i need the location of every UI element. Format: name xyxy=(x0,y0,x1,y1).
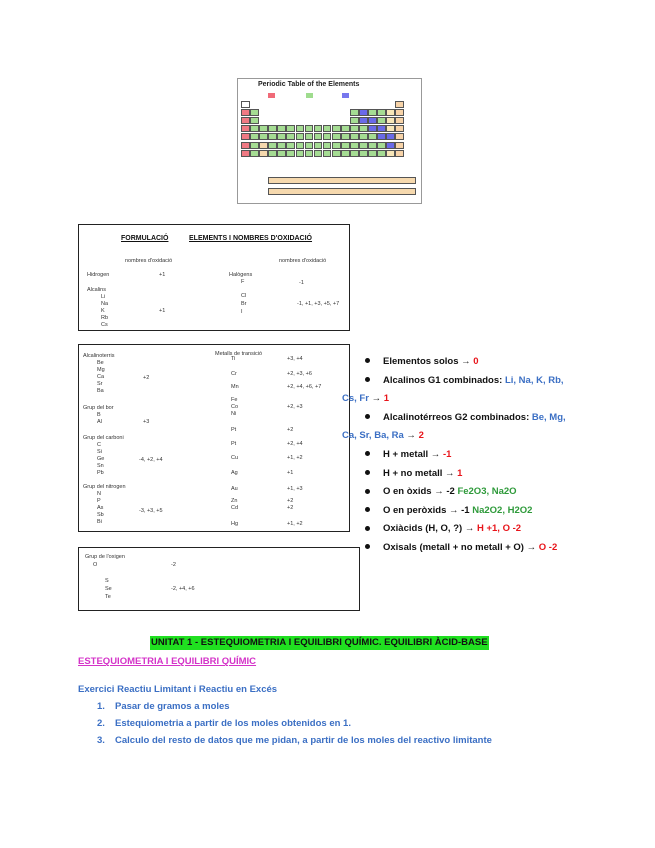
element: Rb xyxy=(101,315,109,321)
oxidation-value: +1, +2 xyxy=(287,455,303,461)
elements-header: ELEMENTS I NOMBRES D'OXIDACIÓ xyxy=(189,235,313,242)
f-value: -1 xyxy=(299,280,304,286)
element: Co xyxy=(231,404,239,410)
oxidation-value: +2, +4, +6, +7 xyxy=(287,384,322,390)
element-cell xyxy=(368,133,377,140)
oxidation-value: +3, +4 xyxy=(287,356,303,362)
element-cell xyxy=(395,109,404,116)
sub-header-left: nombres d'oxidació xyxy=(125,258,173,264)
list-item: H + no metall → 1 xyxy=(358,465,653,484)
element-cell xyxy=(296,133,305,140)
element: Se xyxy=(105,586,112,592)
exercise-title: Exercici Reactiu Limitant i Reactiu en Excés xyxy=(78,684,278,695)
element-cell xyxy=(305,133,314,140)
oxidation-value: +2, +3, +6 xyxy=(287,371,312,377)
element-cell xyxy=(359,125,368,132)
list-item: Oxiàcids (H, O, ?) → H +1, O -2 xyxy=(358,520,653,539)
section-heading: ESTEQUIOMETRIA I EQUILIBRI QUÍMIC xyxy=(78,656,257,667)
element-cell xyxy=(241,101,250,108)
halogens-label: Halògens xyxy=(229,272,253,278)
element-cell xyxy=(341,133,350,140)
element: Sr xyxy=(97,381,103,387)
element-cell xyxy=(259,150,268,157)
element-cell xyxy=(395,150,404,157)
element-cell xyxy=(368,150,377,157)
element-cell xyxy=(350,150,359,157)
element: Bi xyxy=(97,519,102,525)
element-cell xyxy=(350,109,359,116)
element-cell xyxy=(296,125,305,132)
element-cell xyxy=(241,125,250,132)
element-cell xyxy=(286,150,295,157)
element-cell xyxy=(332,142,341,149)
element-cell xyxy=(286,142,295,149)
grup-bor-label: Grup del bor xyxy=(83,405,114,411)
oxidation-value: +1 xyxy=(287,470,294,476)
element: Ti xyxy=(231,356,236,362)
list-item: 2. Estequiometria a partir de los moles obtenidos en 1. xyxy=(97,718,351,729)
element-cell xyxy=(395,101,404,108)
element: Br xyxy=(241,301,247,307)
element: N xyxy=(97,491,101,497)
element: Mg xyxy=(97,367,105,373)
element-cell xyxy=(350,125,359,132)
element-cell xyxy=(395,117,404,124)
element: F xyxy=(241,279,245,285)
element: Sn xyxy=(97,463,104,469)
element-cell xyxy=(368,125,377,132)
oxygen-table xyxy=(78,547,360,611)
oxidation-value: +2, +4 xyxy=(287,441,303,447)
oxygen-group-value: -2, +4, +6 xyxy=(171,586,195,592)
element-cell xyxy=(332,125,341,132)
element-cell xyxy=(259,125,268,132)
element-cell xyxy=(386,109,395,116)
element-cell xyxy=(241,117,250,124)
formulacio-table xyxy=(78,224,350,331)
f-block-row xyxy=(268,188,416,195)
element: S xyxy=(105,578,109,584)
o-value: -2 xyxy=(171,562,176,568)
formulacio-header: FORMULACIÓ xyxy=(121,235,169,242)
f-block-row xyxy=(268,177,416,184)
element-cell xyxy=(305,142,314,149)
element-cell xyxy=(386,133,395,140)
oxidation-value: +1, +2 xyxy=(287,521,303,527)
hidrogen-value: +1 xyxy=(159,272,166,278)
element-cell xyxy=(296,150,305,157)
element-cell xyxy=(377,125,386,132)
element: Pt xyxy=(231,441,237,447)
element-cell xyxy=(395,125,404,132)
list-item: Elementos solos → 0 xyxy=(358,353,653,372)
bullet-icon xyxy=(365,470,370,475)
list-item: Oxisals (metall + no metall + O) → O -2 xyxy=(358,539,653,558)
element-cell xyxy=(296,142,305,149)
element-cell xyxy=(368,117,377,124)
element-cell xyxy=(341,125,350,132)
element-cell xyxy=(250,133,259,140)
oxygen-group-label: Grup de l'oxigen xyxy=(85,554,125,560)
element-cell xyxy=(323,142,332,149)
list-item-continuation: Cs, Fr → 1 xyxy=(342,393,390,405)
element-cell xyxy=(268,150,277,157)
element: Na xyxy=(101,301,109,307)
element-cell xyxy=(377,117,386,124)
halogens-value: -1, +1, +3, +5, +7 xyxy=(297,301,340,307)
element: Cs xyxy=(101,322,108,328)
hidrogen-label: Hidrogen xyxy=(87,272,110,278)
element: Ni xyxy=(231,411,237,417)
element-cell xyxy=(250,109,259,116)
oxidation-value: +2 xyxy=(287,427,294,433)
element-cell xyxy=(250,125,259,132)
element-cell xyxy=(368,142,377,149)
grup-carboni-label: Grup del carboni xyxy=(83,435,124,441)
oxidation-value: +2, +3 xyxy=(287,404,303,410)
element-cell xyxy=(314,125,323,132)
element-cell xyxy=(359,109,368,116)
element: Pt xyxy=(231,427,237,433)
bullet-icon xyxy=(365,358,370,363)
element: I xyxy=(241,309,243,315)
legend-swatch-blue xyxy=(342,93,349,98)
element-cell xyxy=(259,142,268,149)
oxidation-value: +2 xyxy=(287,505,294,511)
element: Sb xyxy=(97,512,104,518)
grup-nitrogen-label: Grup del nitrogen xyxy=(83,484,126,490)
element-cell xyxy=(268,125,277,132)
element: Be xyxy=(97,360,104,366)
element: B xyxy=(97,412,101,418)
element-cell xyxy=(350,142,359,149)
element-cell xyxy=(332,133,341,140)
legend-swatch-red xyxy=(268,93,275,98)
element-cell xyxy=(386,125,395,132)
element-cell xyxy=(268,142,277,149)
bullet-icon xyxy=(365,489,370,494)
element-cell xyxy=(314,142,323,149)
element-cell xyxy=(359,117,368,124)
list-item: 1. Pasar de gramos a moles xyxy=(97,701,230,712)
alcalinoterris-label: Alcalinoterris xyxy=(83,353,115,359)
unit-heading: UNITAT 1 - ESTEQUIOMETRIA I EQUILIBRI QUÍMIC. EQUILIBRI ÀCID-BASE xyxy=(151,637,488,648)
element: Hg xyxy=(231,521,239,527)
alcalins-value: +1 xyxy=(159,308,166,314)
element: Te xyxy=(105,594,111,600)
element-cell xyxy=(359,133,368,140)
element-cell xyxy=(314,133,323,140)
grup-nitrogen-value: -3, +3, +5 xyxy=(139,508,163,514)
list-item-continuation: Ca, Sr, Ba, Ra → 2 xyxy=(342,430,424,442)
element-cell xyxy=(277,142,286,149)
element-cell xyxy=(350,117,359,124)
element-cell xyxy=(386,142,395,149)
grup-carboni-value: -4, +2, +4 xyxy=(139,457,163,463)
bullet-icon xyxy=(365,507,370,512)
element-cell xyxy=(323,133,332,140)
element-cell xyxy=(241,150,250,157)
element-cell xyxy=(386,150,395,157)
element-cell xyxy=(259,133,268,140)
element-cell xyxy=(377,142,386,149)
element-cell xyxy=(314,150,323,157)
periodic-table-image xyxy=(237,78,422,204)
element: O xyxy=(93,562,98,568)
element-cell xyxy=(332,150,341,157)
element-cell xyxy=(359,142,368,149)
element-cell xyxy=(323,125,332,132)
element: Mn xyxy=(231,384,239,390)
element-cell xyxy=(250,117,259,124)
grup-bor-value: +3 xyxy=(143,419,150,425)
element-cell xyxy=(395,133,404,140)
element-cell xyxy=(241,109,250,116)
element: Pb xyxy=(97,470,104,476)
alcalins-label: Alcalins xyxy=(87,287,106,293)
element: Ag xyxy=(231,470,238,476)
list-item: H + metall → -1 xyxy=(358,446,653,465)
element-cell xyxy=(250,142,259,149)
element-cell xyxy=(268,133,277,140)
bullet-icon xyxy=(365,526,370,531)
element-cell xyxy=(395,142,404,149)
element: Cd xyxy=(231,505,239,511)
oxidation-value: +1, +3 xyxy=(287,486,303,492)
element: Cr xyxy=(231,371,237,377)
element: Cl xyxy=(241,293,247,299)
metals-table xyxy=(78,344,350,532)
element: Si xyxy=(97,449,102,455)
element-cell xyxy=(241,142,250,149)
element: Cu xyxy=(231,455,239,461)
element-cell xyxy=(350,133,359,140)
element-cell xyxy=(286,133,295,140)
element-cell xyxy=(305,150,314,157)
bullet-icon xyxy=(365,544,370,549)
bullet-icon xyxy=(365,377,370,382)
element-cell xyxy=(386,117,395,124)
oxidation-value: +2 xyxy=(287,498,294,504)
element-cell xyxy=(277,125,286,132)
element: As xyxy=(97,505,104,511)
oxidation-rules-list xyxy=(342,353,653,558)
element: Li xyxy=(101,294,106,300)
periodic-table-title: Periodic Table of the Elements xyxy=(258,81,360,88)
element-cell xyxy=(377,109,386,116)
list-item: 3. Calculo del resto de datos que me pidan, a partir de los moles del reactivo limitante xyxy=(97,735,492,746)
element: P xyxy=(97,498,101,504)
element: Zn xyxy=(231,498,238,504)
element: Au xyxy=(231,486,238,492)
element: Fe xyxy=(231,397,238,403)
list-item: O en peròxids → -1 Na2O2, H2O2 xyxy=(358,502,653,521)
element: Ba xyxy=(97,388,104,394)
element-cell xyxy=(359,150,368,157)
alcalinoterris-value: +2 xyxy=(143,375,150,381)
element-cell xyxy=(305,125,314,132)
element-cell xyxy=(277,133,286,140)
transicio-label: Metalls de transició xyxy=(215,351,263,357)
element-cell xyxy=(377,150,386,157)
list-item: O en òxids → -2 Fe2O3, Na2O xyxy=(358,483,653,502)
element: Ca xyxy=(97,374,105,380)
element-cell xyxy=(341,142,350,149)
element-cell xyxy=(323,150,332,157)
element-cell xyxy=(241,133,250,140)
element: Ge xyxy=(97,456,105,462)
element-cell xyxy=(341,150,350,157)
element-cell xyxy=(286,125,295,132)
element-cell xyxy=(377,133,386,140)
legend-swatch-green xyxy=(306,93,313,98)
element-cell xyxy=(250,150,259,157)
element: K xyxy=(101,308,105,314)
bullet-icon xyxy=(365,414,370,419)
list-item: Alcalinotérreos G2 combinados: Be, Mg, xyxy=(358,409,653,428)
element-cell xyxy=(277,150,286,157)
bullet-icon xyxy=(365,451,370,456)
element-cell xyxy=(368,109,377,116)
sub-header-right: nombres d'oxidació xyxy=(279,258,327,264)
list-item: Alcalinos G1 combinados: Li, Na, K, Rb, xyxy=(358,372,653,391)
element: Al xyxy=(97,419,102,425)
element: C xyxy=(97,442,101,448)
